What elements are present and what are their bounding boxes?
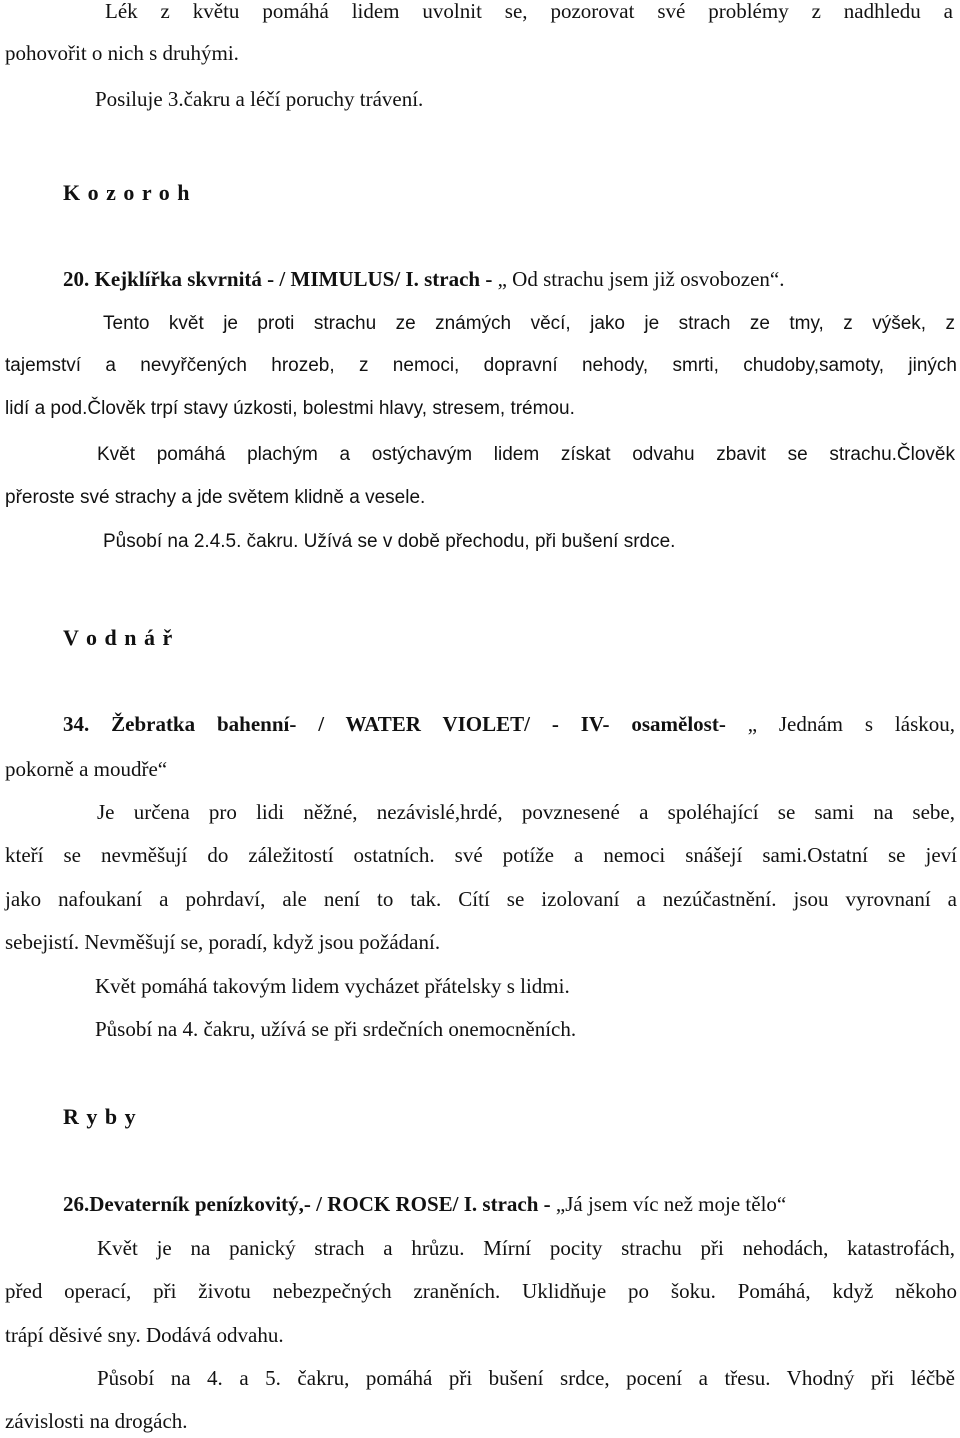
kozoroh-entry-name: 20. Kejklířka skvrnitá - / MIMULUS/ I. strach - <box>63 267 498 291</box>
ryby-p1-line-3: trápí děsivé sny. Dodává odvahu. <box>5 1323 284 1347</box>
vodnar-motto-part-2: pokorně a moudře“ <box>5 757 168 781</box>
kozoroh-entry-title <box>63 266 785 292</box>
ryby-p1-line-1: Květ je na panický strach a hrůzu. Mírní pocity strachu při nehodách, katastrofách, <box>97 1236 955 1260</box>
vodnar-p3-line-1: Působí na 4. čakru, užívá se při srdečních onemocněních. <box>95 1017 577 1041</box>
kozoroh-p2-line-1: Květ pomáhá plachým a ostýchavým lidem získat odvahu zbavit se strachu.Člověk <box>97 444 955 465</box>
section-heading-ryby: R y b y <box>63 1104 137 1129</box>
ryby-entry-name: 26.Devaterník penízkovitý,- / ROCK ROSE/ I. strach - <box>63 1192 556 1216</box>
kozoroh-p3-line-1: Působí na 2.4.5. čakru. Užívá se v době přechodu, při bušení srdce. <box>103 531 676 552</box>
vodnar-p1-line-4: sebejistí. Nevměšují se, poradí, když jsou požádaní. <box>5 930 441 954</box>
vodnar-p2-line-1: Květ pomáhá takovým lidem vycházet přátelsky s lidmi. <box>95 974 570 998</box>
ryby-p1-line-2: před operací, při životu nebezpečných zraněních. Uklidňuje po šoku. Pomáhá, když někoho <box>5 1279 957 1303</box>
ryby-p2-line-2: závislosti na drogách. <box>5 1409 188 1433</box>
intro-line-2: pohovořit o nich s druhými. <box>5 41 239 65</box>
vodnar-entry-title <box>63 711 955 737</box>
intro-line-1: Lék z květu pomáhá lidem uvolnit se, pozorovat své problémy z nadhledu a <box>105 0 953 23</box>
kozoroh-p2-line-2: přeroste své strachy a jde světem klidně a vesele. <box>5 487 426 508</box>
kozoroh-motto: „ Od strachu jsem již osvobozen“. <box>497 267 785 291</box>
kozoroh-p1-line-1: Tento květ je proti strachu ze známých věcí, jako je strach ze tmy, z výšek, z <box>103 313 955 334</box>
vodnar-entry-name: 34. Žebratka bahenní- / WATER VIOLET/ - IV- osamělost- <box>63 712 748 736</box>
vodnar-motto-part-1: „ Jednám s láskou, <box>747 712 955 736</box>
vodnar-p1-line-2: kteří se nevměšují do záležitostí ostatních. své potíže a nemoci snášejí sami.Ostatní se jeví <box>5 843 957 867</box>
section-heading-vodnar: V o d n á ř <box>63 625 174 650</box>
vodnar-p1-line-1: Je určena pro lidi něžné, nezávislé,hrdé, povznesené a spoléhající se sami na sebe, <box>97 800 955 824</box>
kozoroh-p1-line-3: lidí a pod.Člověk trpí stavy úzkosti, bolestmi hlavy, stresem, trémou. <box>5 398 575 419</box>
ryby-p2-line-1: Působí na 4. a 5. čakru, pomáhá při bušení srdce, pocení a třesu. Vhodný při léčbě <box>97 1366 955 1390</box>
kozoroh-p1-line-2: tajemství a nevyřčených hrozeb, z nemoci, dopravní nehody, smrti, chudoby,samoty, jiných <box>5 355 957 376</box>
section-heading-kozoroh: K o z o r o h <box>63 180 191 205</box>
ryby-motto: „Já jsem víc než moje tělo“ <box>555 1192 787 1216</box>
ryby-entry-title <box>63 1191 786 1217</box>
intro-line-3: Posiluje 3.čakru a léčí poruchy trávení. <box>95 87 424 111</box>
vodnar-p1-line-3: jako nafoukaní a pohrdaví, ale není to tak. Cítí se izolovaní a nezúčastnění. jsou vyrovnaní a <box>5 887 957 911</box>
